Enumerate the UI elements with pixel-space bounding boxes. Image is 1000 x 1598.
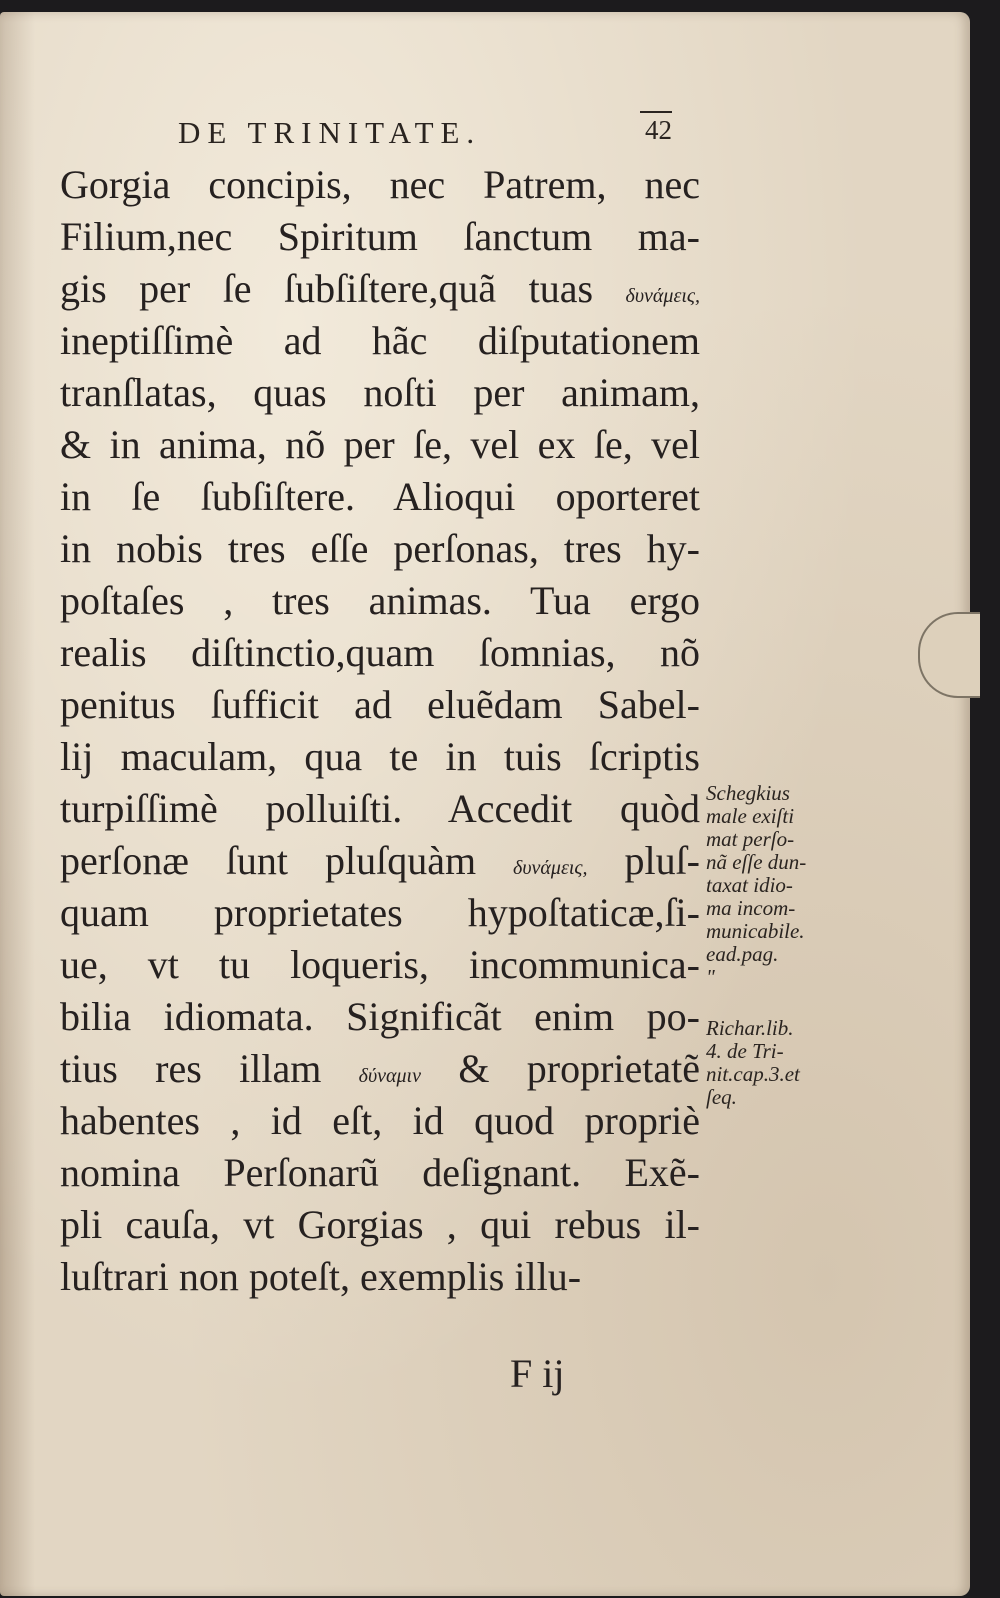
margin-note-line: ma incom- bbox=[706, 896, 796, 920]
margin-note-line: nit.cap.3.et bbox=[706, 1062, 800, 1086]
margin-note-line: Schegkius bbox=[706, 781, 790, 805]
text-line bbox=[60, 835, 700, 887]
margin-note-line: nã eſſe dun- bbox=[706, 850, 807, 874]
text-line: tranſlatas, quas noſti per animam, bbox=[60, 370, 700, 415]
page-tab-notch bbox=[918, 612, 980, 698]
book-page bbox=[0, 12, 970, 1596]
text-line-end: pluſ- bbox=[624, 838, 700, 883]
margin-note-line: municabile. bbox=[706, 919, 805, 943]
page-number: 42 bbox=[645, 115, 672, 145]
greek-word: δύναμιν bbox=[358, 1065, 421, 1087]
greek-word: δυνάμεις, bbox=[625, 285, 700, 307]
text-line: nomina Perſonarũ deſignant. Exẽ- bbox=[60, 1150, 700, 1195]
text-line: luſtrari non poteſt, exemplis illu- bbox=[60, 1254, 582, 1299]
margin-note-line: ſeq. bbox=[706, 1085, 737, 1109]
margin-note-line: male exiſti bbox=[706, 804, 795, 828]
margin-note-line: ead.pag. bbox=[706, 942, 779, 966]
margin-note-line: Richar.lib. bbox=[706, 1016, 794, 1040]
running-head: DE TRINITATE. bbox=[178, 115, 482, 150]
main-text bbox=[60, 159, 700, 1303]
text-line: in ſe ſubſiſtere. Alioqui oporteret bbox=[60, 474, 700, 519]
text-line: quam proprietates hypoſtaticæ,ſi- bbox=[60, 890, 700, 935]
text-line: in nobis tres eſſe perſonas, tres hy- bbox=[60, 526, 700, 571]
text-line: ue, vt tu loqueris, incommunica- bbox=[60, 942, 700, 987]
text-line: bilia idiomata. Significãt enim po- bbox=[60, 994, 700, 1039]
text-line-start: gis per ſe ſubſiſtere,quã tuas bbox=[60, 266, 594, 311]
text-line: habentes , id eſt, id quod propriè bbox=[60, 1098, 700, 1143]
text-line: & in anima, nõ per ſe, vel ex ſe, vel bbox=[60, 422, 700, 467]
text-line: realis diſtinctio,quam ſomnias, nõ bbox=[60, 630, 700, 675]
text-line: penitus ſufficit ad eluẽdam Sabel- bbox=[60, 682, 700, 727]
text-line: lij maculam, qua te in tuis ſcriptis bbox=[60, 734, 700, 779]
margin-note-line: taxat idio- bbox=[706, 873, 793, 897]
text-line-start: tius res illam bbox=[60, 1046, 322, 1091]
spacer bbox=[706, 989, 856, 1017]
text-line: ineptiſſimè ad hãc diſputationem bbox=[60, 318, 700, 363]
margin-note-line: 4. de Tri- bbox=[706, 1039, 784, 1063]
text-line bbox=[60, 1043, 700, 1095]
greek-word: δυνάμεις, bbox=[513, 857, 588, 879]
signature-mark: F ij bbox=[510, 1351, 565, 1396]
text-line: pli cauſa, vt Gorgias , qui rebus il- bbox=[60, 1202, 700, 1247]
text-line: turpiſſimè polluiſti. Accedit quòd bbox=[60, 786, 700, 831]
margin-notes bbox=[706, 782, 856, 1109]
quote-mark: " bbox=[706, 965, 715, 989]
text-line-start: perſonæ ſunt pluſquàm bbox=[60, 838, 477, 883]
margin-note-line: mat perſo- bbox=[706, 827, 795, 851]
text-line: Gorgia concipis, nec Patrem, nec bbox=[60, 162, 700, 207]
text-line-end: & proprietatẽ bbox=[458, 1046, 701, 1091]
text-line: Filium,nec Spiritum ſanctum ma- bbox=[60, 214, 700, 259]
text-line: poſtaſes , tres animas. Tua ergo bbox=[60, 578, 700, 623]
text-line bbox=[60, 263, 700, 315]
